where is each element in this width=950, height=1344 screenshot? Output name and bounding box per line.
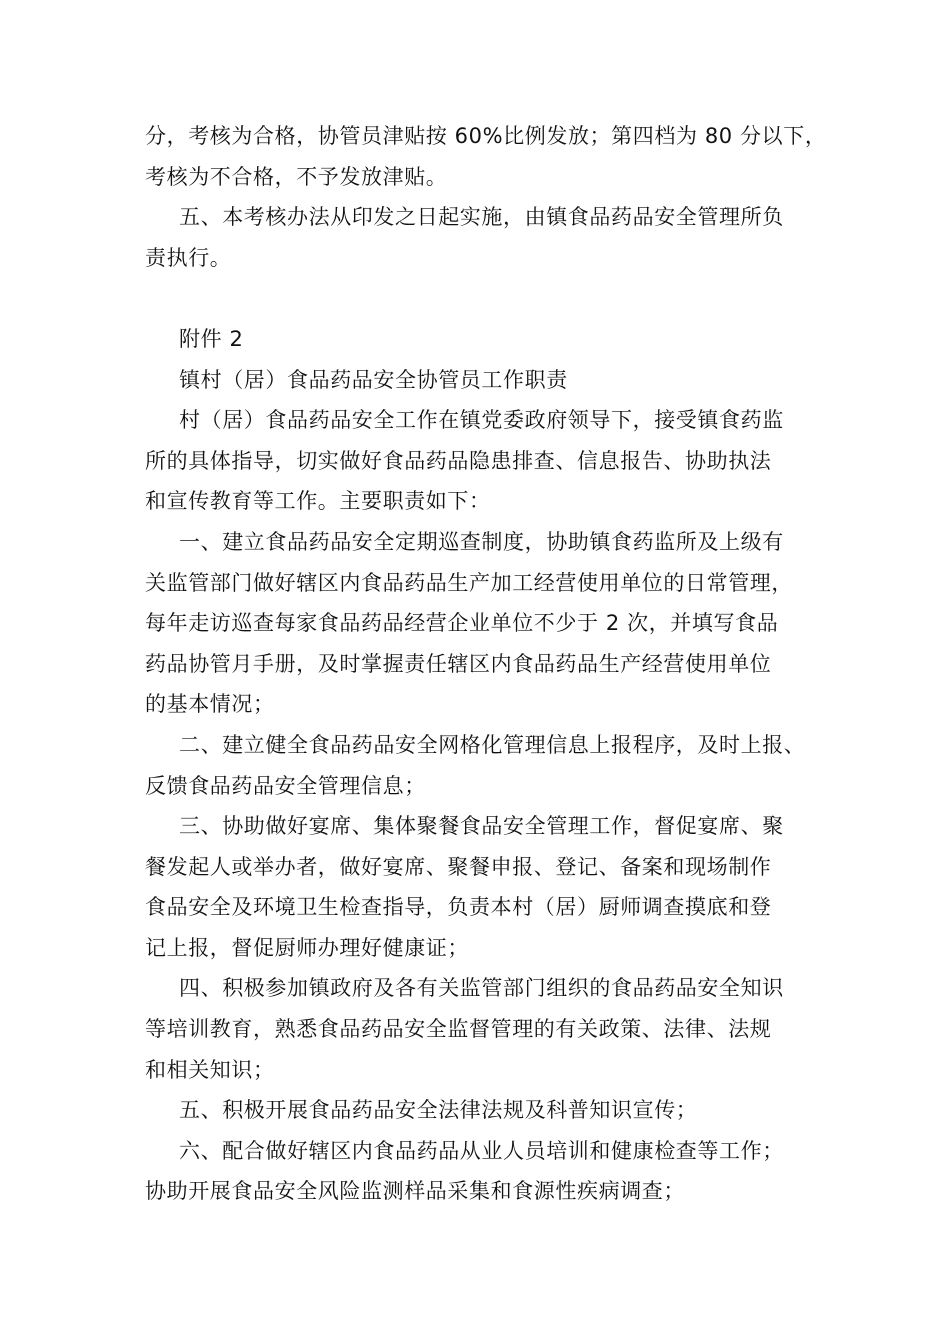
text-line: 二、建立健全食品药品安全网格化管理信息上报程序，及时上报、 (179, 732, 806, 757)
text-line: 四、积极参加镇政府及各有关监管部门组织的食品药品安全知识 (179, 976, 784, 1001)
attachment-title: 镇村（居）食品药品安全协管员工作职责 (179, 367, 568, 392)
text-line: 和宣传教育等工作。主要职责如下： (145, 489, 491, 514)
text-line: 每年走访巡查每家食品药品经营企业单位不少于 2 次，并填写食品 (145, 611, 779, 636)
text-line: 三、协助做好宴席、集体聚餐食品安全管理工作，督促宴席、聚 (179, 814, 784, 839)
text-line: 五、本考核办法从印发之日起实施，由镇食品药品安全管理所负 (179, 205, 784, 230)
text-line: 关监管部门做好辖区内食品药品生产加工经营使用单位的日常管理， (145, 570, 793, 595)
text-line: 所的具体指导，切实做好食品药品隐患排查、信息报告、协助执法 (145, 448, 772, 473)
text-line: 责执行。 (145, 245, 232, 270)
text-line: 等培训教育，熟悉食品药品安全监督管理的有关政策、法律、法规 (145, 1017, 772, 1042)
text-line: 考核为不合格，不予发放津贴。 (145, 164, 448, 189)
text-line: 五、积极开展食品药品安全法律法规及科普知识宣传； (179, 1098, 698, 1123)
text-line: 村（居）食品药品安全工作在镇党委政府领导下，接受镇食药监 (179, 408, 784, 433)
text-line: 协助开展食品安全风险监测样品采集和食源性疾病调查； (145, 1179, 685, 1204)
text-line: 和相关知识； (145, 1057, 275, 1082)
text-line: 分，考核为合格，协管员津贴按 60%比例发放；第四档为 80 分以下， (145, 124, 827, 148)
blank-line (145, 278, 835, 319)
text-line: 的基本情况； (145, 692, 275, 717)
text-line: 食品安全及环境卫生检查指导，负责本村（居）厨师调查摸底和登 (145, 895, 772, 920)
text-line: 药品协管月手册，及时掌握责任辖区内食品药品生产经营使用单位 (145, 651, 772, 676)
text-line: 六、配合做好辖区内食品药品从业人员培训和健康检查等工作； (179, 1138, 784, 1163)
attachment-label: 附件 2 (179, 326, 244, 351)
document-body (145, 116, 835, 1212)
text-line: 反馈食品药品安全管理信息； (145, 773, 426, 798)
text-line: 餐发起人或举办者，做好宴席、聚餐申报、登记、备案和现场制作 (145, 854, 772, 879)
text-line: 记上报，督促厨师办理好健康证； (145, 935, 469, 960)
text-line: 一、建立食品药品安全定期巡查制度，协助镇食药监所及上级有 (179, 529, 784, 554)
